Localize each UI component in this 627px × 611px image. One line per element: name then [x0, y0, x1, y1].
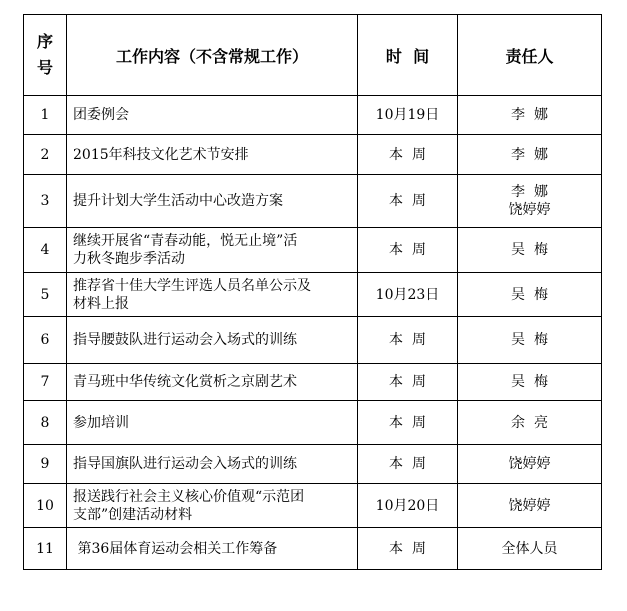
row-owner — [458, 228, 602, 273]
table-row — [24, 175, 602, 228]
row-serial-number: 9 — [24, 445, 67, 484]
row-serial-number: 1 — [24, 96, 67, 135]
row-owner-line: 饶婷婷 — [508, 456, 551, 472]
table-row — [24, 135, 602, 175]
table-row — [24, 445, 602, 484]
header-row — [24, 15, 602, 96]
row-time: 本 周 — [358, 401, 458, 445]
work-schedule-table — [23, 14, 602, 570]
row-task — [67, 528, 358, 570]
row-serial-number: 5 — [24, 273, 67, 317]
table-row — [24, 96, 602, 135]
row-owner-line: 吴 梅 — [511, 332, 548, 348]
table-body — [24, 96, 602, 570]
row-time: 本 周 — [358, 317, 458, 364]
row-task-line: 推荐省十佳大学生评选人员名单公示及 — [73, 277, 311, 294]
row-task — [67, 364, 358, 401]
row-task — [67, 175, 358, 228]
row-time: 本 周 — [358, 135, 458, 175]
header-serial-number — [24, 15, 67, 96]
row-serial-number: 2 — [24, 135, 67, 175]
row-task-line: 青马班中华传统文化赏析之京剧艺术 — [73, 374, 297, 390]
row-owner — [458, 401, 602, 445]
row-task-line: 团委例会 — [73, 107, 129, 123]
row-owner-line: 李 娜 — [511, 184, 548, 200]
row-task-line: 指导国旗队进行运动会入场式的训练 — [73, 456, 297, 472]
row-task-line: 第36届体育运动会相关工作筹备 — [73, 540, 278, 557]
row-time: 本 周 — [358, 364, 458, 401]
row-serial-number: 8 — [24, 401, 67, 445]
table-row — [24, 401, 602, 445]
row-owner — [458, 528, 602, 570]
row-owner-line: 饶婷婷 — [508, 497, 551, 514]
row-owner-line: 李 娜 — [511, 146, 548, 163]
row-time: 10月23日 — [358, 273, 458, 317]
row-serial-number: 11 — [24, 528, 67, 570]
row-time: 本 周 — [358, 445, 458, 484]
row-time: 本 周 — [358, 175, 458, 228]
row-task-line: 报送践行社会主义核心价值观“示范团 — [73, 488, 305, 505]
row-serial-number: 6 — [24, 317, 67, 364]
row-task — [67, 401, 358, 445]
row-time: 本 周 — [358, 228, 458, 273]
table-row — [24, 364, 602, 401]
table-row — [24, 228, 602, 273]
row-owner — [458, 364, 602, 401]
row-task — [67, 445, 358, 484]
header-task: 工作内容（不含常规工作） — [67, 15, 358, 96]
row-serial-number: 10 — [24, 484, 67, 528]
row-task-line: 材料上报 — [73, 295, 129, 312]
table-row — [24, 484, 602, 528]
row-time: 本 周 — [358, 528, 458, 570]
row-task-line: 支部”创建活动材料 — [73, 506, 193, 523]
row-owner-line: 余 亮 — [511, 414, 548, 431]
row-owner — [458, 273, 602, 317]
row-task — [67, 484, 358, 528]
row-time: 10月19日 — [358, 96, 458, 135]
row-task — [67, 135, 358, 175]
row-owner — [458, 484, 602, 528]
row-time: 10月20日 — [358, 484, 458, 528]
row-serial-number: 7 — [24, 364, 67, 401]
row-owner-line: 吴 梅 — [511, 286, 548, 303]
row-owner-line: 李 娜 — [511, 107, 548, 123]
row-task — [67, 273, 358, 317]
row-task-line: 指导腰鼓队进行运动会入场式的训练 — [73, 332, 297, 348]
row-task — [67, 96, 358, 135]
row-task — [67, 228, 358, 273]
row-serial-number: 4 — [24, 228, 67, 273]
table-row — [24, 273, 602, 317]
row-task — [67, 317, 358, 364]
row-owner-line: 吴 梅 — [511, 242, 548, 258]
header-serial-line-1: 序 — [36, 32, 53, 51]
row-owner-line: 全体人员 — [501, 540, 558, 557]
table-row — [24, 528, 602, 570]
row-owner — [458, 445, 602, 484]
table-row — [24, 317, 602, 364]
row-task-line: 继续开展省“青春动能，悦无止境”活 — [73, 233, 298, 249]
row-owner — [458, 317, 602, 364]
row-owner — [458, 175, 602, 228]
row-task-line: 力秋冬跑步季活动 — [73, 251, 185, 267]
row-owner — [458, 135, 602, 175]
row-task-line: 参加培训 — [73, 414, 129, 431]
row-owner — [458, 96, 602, 135]
row-task-line: 提升计划大学生活动中心改造方案 — [73, 193, 283, 209]
header-serial-line-2: 号 — [36, 58, 53, 77]
header-time: 时 间 — [358, 15, 458, 96]
row-task-line: 2015年科技文化艺术节安排 — [73, 146, 249, 163]
header-owner: 责任人 — [458, 15, 602, 96]
row-owner-line: 饶婷婷 — [508, 202, 551, 218]
row-serial-number: 3 — [24, 175, 67, 228]
row-owner-line: 吴 梅 — [511, 374, 548, 390]
